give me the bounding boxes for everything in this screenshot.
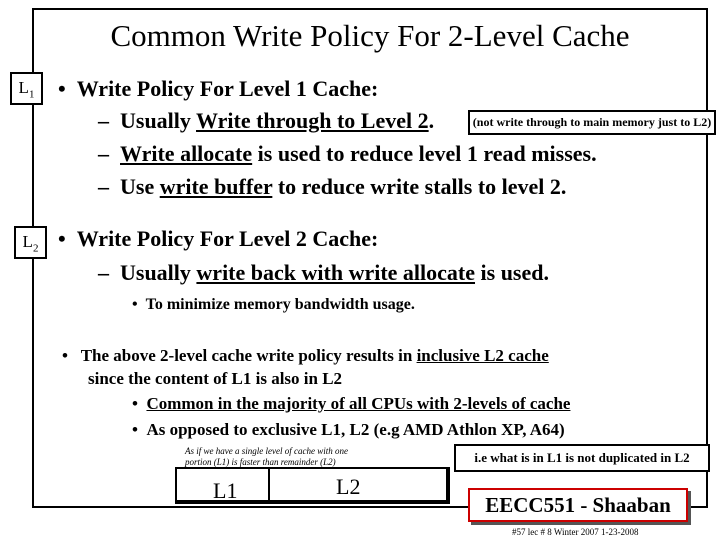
level-2-detail: • To minimize memory bandwidth usage. — [132, 296, 415, 313]
write-through-note: (not write through to main memory just to L2) — [468, 110, 716, 135]
course-badge: EECC551 - Shaaban — [468, 488, 688, 522]
level-1-sub-item-2: – Write allocate is used to reduce level 1 read misses. — [98, 141, 597, 166]
inclusive-line-2: since the content of L1 is also in L2 — [88, 369, 343, 388]
cache-bar-l2-label: L2 — [336, 474, 361, 499]
slide-title: Common Write Policy For 2-Level Cache — [110, 18, 630, 53]
level-2-sub: 2 — [32, 242, 39, 255]
level-2-bullet: • Write Policy For Level 2 Cache: — [58, 226, 379, 251]
level-2-sub-item-1: – Usually write back with write allocate is used. — [98, 260, 549, 285]
level-1-sub-item-1: – Usually Write through to Level 2. — [98, 108, 435, 133]
inclusive-bullet: • The above 2-level cache write policy results in inclusive L2 cache — [62, 346, 549, 365]
level-1-tag — [10, 72, 43, 105]
level-1-letter: L — [18, 78, 29, 97]
level-2-tag — [14, 226, 47, 259]
single-level-aside: As if we have a single level of cache with one portion (L1) is faster than remainder (L2) — [185, 446, 348, 467]
level-2-letter: L — [22, 232, 33, 251]
exclusive-note: i.e what is in L1 is not duplicated in L2 — [454, 444, 710, 472]
cache-bar-divider — [268, 469, 270, 502]
inclusive-item-1: • Common in the majority of all CPUs with 2-levels of cache — [132, 394, 571, 413]
level-1-bullet: • Write Policy For Level 1 Cache: — [58, 76, 379, 101]
cache-bar-l1-label: L1 — [213, 478, 238, 503]
level-1-sub: 1 — [28, 88, 35, 101]
level-1-sub-item-3: – Use write buffer to reduce write stalls to level 2. — [98, 174, 567, 199]
inclusive-item-2: • As opposed to exclusive L1, L2 (e.g AMD Athlon XP, A64) — [132, 420, 565, 439]
slide-footer: #57 lec # 8 Winter 2007 1-23-2008 — [512, 527, 639, 537]
